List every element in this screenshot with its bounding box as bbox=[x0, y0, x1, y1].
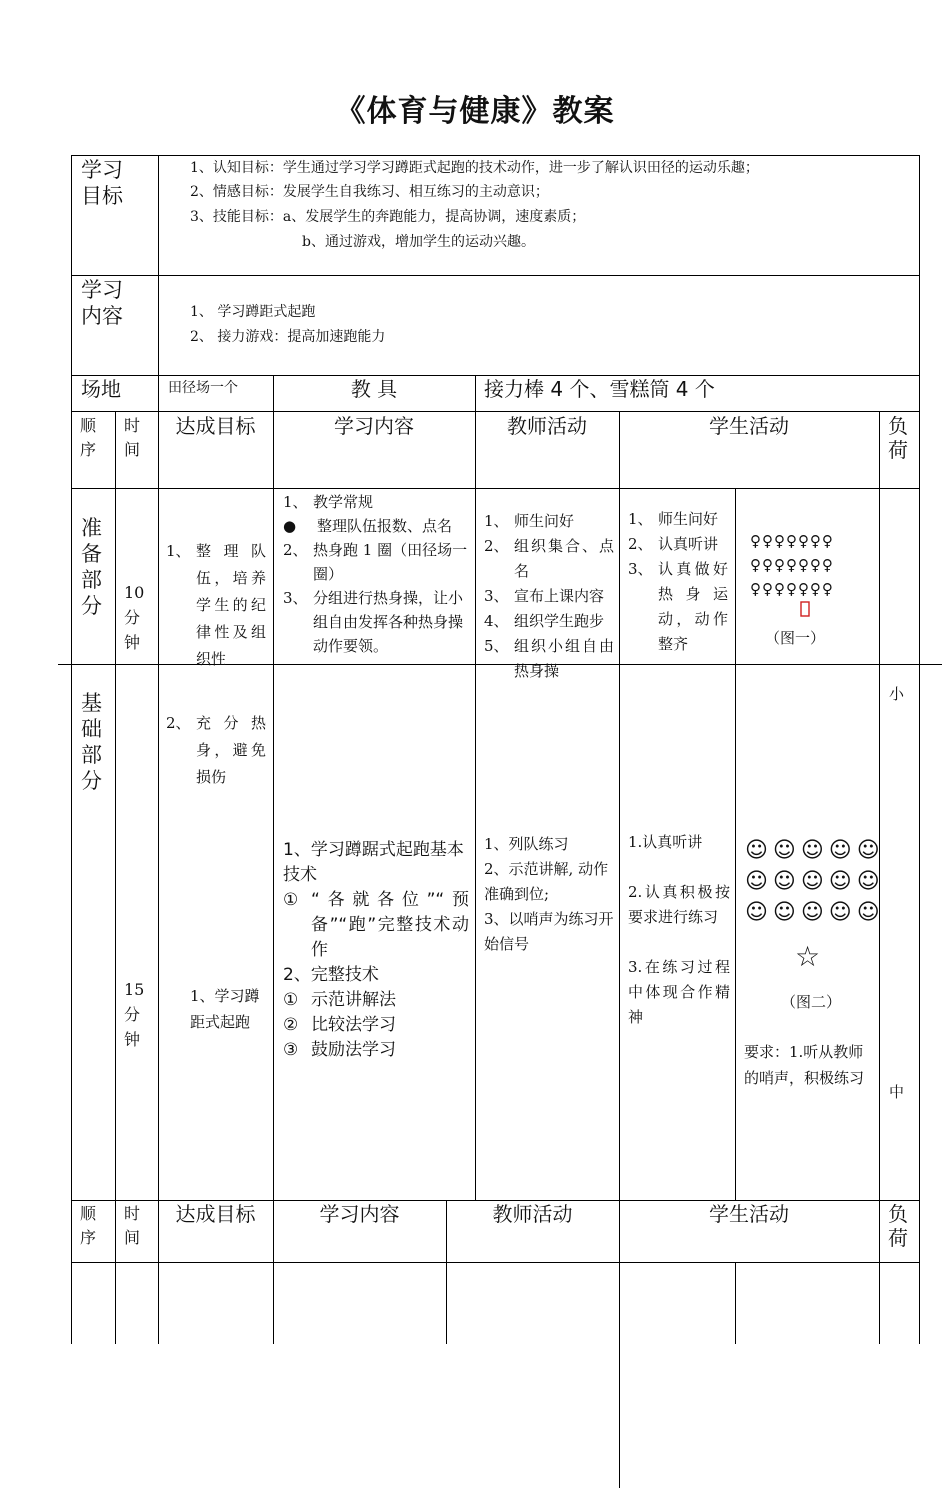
list-item: ● 整理队伍报数、点名 bbox=[283, 517, 453, 535]
prep-goal2-num: 2、 bbox=[166, 714, 191, 732]
prep-goal2-text: 充分热身，避免损伤 bbox=[196, 714, 266, 786]
smiley-row: ☺☺☺☺☺ bbox=[745, 900, 885, 925]
goal-item-1: 1、认知目标：学生通过学习学习蹲距式起跑的技术动作，进一步了解认识田径的运动乐趣； bbox=[190, 160, 759, 176]
list-item: 3、 分组进行热身操，让小组自由发挥各种热身操动作要领。 bbox=[283, 589, 464, 655]
prep-load: 小 bbox=[889, 685, 905, 703]
list-item: 1、 师生问好 bbox=[484, 512, 575, 530]
basic-load: 中 bbox=[889, 1083, 905, 1101]
list-item: 1.认真听讲 bbox=[628, 833, 703, 851]
prep-goal-2 bbox=[166, 710, 266, 791]
list-item: 3、 宣布上课内容 bbox=[484, 587, 605, 605]
header-time-2: 时间 bbox=[124, 1204, 141, 1247]
prep-goal-num: 1、 bbox=[166, 542, 191, 560]
list-item: 3.在练习过程中体现合作精神 bbox=[628, 958, 730, 1026]
basic-section-label: 基础部分 bbox=[81, 691, 102, 793]
goals-label: 学习目标 bbox=[81, 158, 123, 208]
header-time: 时间 bbox=[124, 416, 141, 459]
list-item: ② 比较法学习 bbox=[283, 1015, 396, 1035]
figure-caption-1: （图一） bbox=[765, 629, 826, 647]
list-item: 4、 组织学生跑步 bbox=[484, 612, 605, 630]
header-goal: 达成目标 bbox=[175, 414, 256, 438]
list-item: 2、示范讲解, 动作准确到位; bbox=[484, 860, 609, 903]
header-load: 负荷 bbox=[888, 414, 908, 462]
list-item: 2、 热身跑 1 圈（田径场一圈） bbox=[283, 541, 468, 583]
student-row: ♀♀♀♀♀♀♀ bbox=[750, 532, 834, 550]
prep-time: 10分钟 bbox=[124, 583, 145, 652]
list-item: ③ 鼓励法学习 bbox=[283, 1040, 396, 1060]
list-item: ① “各就各位”“预备”“跑”完整技术动作 bbox=[283, 890, 469, 960]
equipment-value: 接力棒 4 个、雪糕筒 4 个 bbox=[484, 377, 715, 401]
list-item: 2.认真积极按要求进行练习 bbox=[628, 883, 730, 926]
figure-caption-2: （图二） bbox=[781, 993, 842, 1011]
header-load-2: 负荷 bbox=[888, 1202, 908, 1250]
basic-time: 15分钟 bbox=[124, 980, 145, 1049]
list-item: 3、以哨声为练习开始信号 bbox=[484, 910, 614, 953]
venue-label: 场地 bbox=[81, 377, 121, 401]
header-teacher: 教师活动 bbox=[507, 414, 587, 438]
list-item: 1、 师生问好 bbox=[628, 510, 719, 528]
basic-content bbox=[283, 838, 469, 1063]
content-item-2: 2、 接力游戏：提高加速跑能力 bbox=[190, 329, 386, 345]
content-item-1: 1、 学习蹲距式起跑 bbox=[190, 304, 316, 320]
goal-item-2: 2、情感目标：发展学生自我练习、相互练习的主动意识； bbox=[190, 184, 549, 200]
star-icon: ☆ bbox=[795, 940, 821, 973]
requirement-text: 要求：1.听从教师的哨声，积极练习 bbox=[744, 1043, 865, 1087]
prep-teacher bbox=[484, 509, 614, 684]
list-item: 2、完整技术 bbox=[283, 965, 379, 985]
prep-content bbox=[283, 490, 469, 658]
list-item: ① 示范讲解法 bbox=[283, 990, 396, 1010]
header-content: 学习内容 bbox=[334, 414, 414, 438]
smiley-row: ☺☺☺☺☺ bbox=[745, 838, 885, 863]
goal-item-3: 3、技能目标：a、发展学生的奔跑能力，提高协调，速度素质； bbox=[190, 209, 586, 225]
prep-student bbox=[628, 507, 728, 657]
basic-teacher bbox=[484, 832, 614, 957]
list-item: 2、 组织集合、点名 bbox=[484, 537, 614, 580]
basic-content-title: 1、学习蹲踞式起跑基本技术 bbox=[283, 840, 464, 885]
goal-item-4: b、通过游戏，增加学生的运动兴趣。 bbox=[302, 234, 535, 250]
header-content-2: 学习内容 bbox=[319, 1202, 400, 1226]
teacher-icon bbox=[800, 601, 814, 619]
content-label: 学习内容 bbox=[81, 278, 123, 328]
prep-goal-text: 整理队伍，培养学生的纪律性及组织性 bbox=[196, 542, 266, 668]
prep-goal bbox=[166, 538, 266, 673]
venue-value: 田径场一个 bbox=[168, 380, 238, 396]
prep-section-label: 准备部分 bbox=[81, 516, 102, 618]
header-order-2: 顺序 bbox=[80, 1204, 97, 1247]
student-row: ♀♀♀♀♀♀♀ bbox=[750, 556, 834, 574]
page-title: 《体育与健康》教案 bbox=[335, 94, 615, 129]
list-item: 1、列队练习 bbox=[484, 835, 569, 853]
list-item: 3、 认真做好热身运动，动作整齐 bbox=[628, 560, 728, 653]
student-row: ♀♀♀♀♀♀♀ bbox=[750, 580, 834, 598]
equipment-label: 教 具 bbox=[350, 377, 398, 401]
list-item: 5、 组织小组自由热身操 bbox=[484, 637, 614, 680]
header-teacher-2: 教师活动 bbox=[492, 1202, 573, 1226]
header-goal-2: 达成目标 bbox=[175, 1202, 256, 1226]
smiley-row: ☺☺☺☺☺ bbox=[745, 869, 885, 894]
basic-student bbox=[628, 830, 730, 1030]
basic-goal: 1、学习蹲距式起跑 bbox=[190, 987, 260, 1031]
header-student-2: 学生活动 bbox=[709, 1202, 789, 1226]
header-student: 学生活动 bbox=[709, 414, 789, 438]
list-item: 1、 教学常规 bbox=[283, 493, 374, 511]
header-order: 顺序 bbox=[80, 416, 97, 459]
list-item: 2、 认真听讲 bbox=[628, 535, 719, 553]
